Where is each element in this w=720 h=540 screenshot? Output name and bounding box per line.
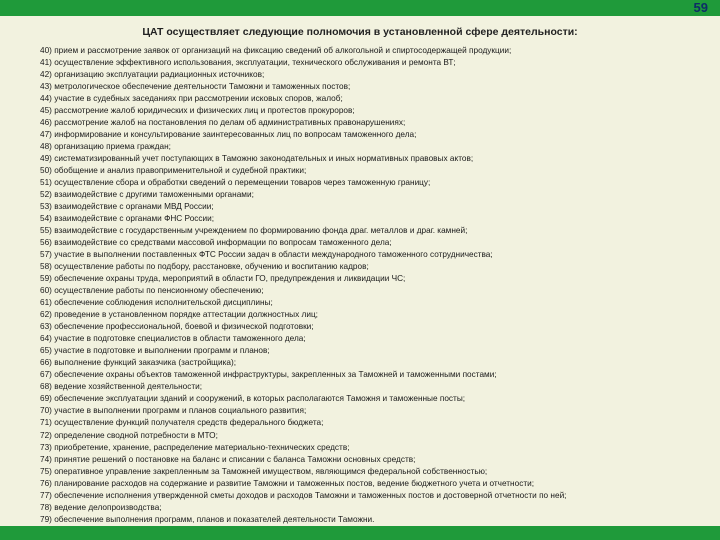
page-number: 59 — [693, 0, 708, 15]
list-item: 76) планирование расходов на содержание и развитие Таможни и таможенных постов, ведение бюджетного учета и отчетности; — [40, 478, 535, 488]
list-item: 75) оперативное управление закрепленным за Таможней имуществом, являющимся федеральной собственностью; — [40, 466, 488, 476]
list-item: 73) приобретение, хранение, распределение материально-технических средств; — [40, 442, 350, 452]
list-item: 62) проведение в установленном порядке аттестации должностных лиц; — [40, 310, 318, 320]
list-item: 43) метрологическое обеспечение деятельности Таможни и таможенных постов; — [40, 82, 351, 92]
list-item: 45) рассмотрение жалоб юридических и физических лиц и протестов прокуроров; — [40, 106, 355, 116]
list-item: 51) осуществление сбора и обработки сведений о перемещении товаров через таможенную границу; — [40, 178, 431, 188]
powers-list — [40, 45, 715, 526]
list-item: 60) осуществление работы по пенсионному обеспечению; — [40, 286, 264, 296]
list-item: 53) взаимодействие с органами МВД России; — [40, 202, 214, 212]
list-item: 59) обеспечение охраны труда, мероприятий в области ГО, предупреждения и ликвидации ЧС; — [40, 274, 406, 284]
list-item: 40) прием и рассмотрение заявок от организаций на фиксацию сведений об алкогольной и спиртосодержащей продукции; — [40, 46, 512, 55]
list-item: 61) обеспечение соблюдения исполнительской дисциплины; — [40, 298, 273, 308]
list-item: 70) участие в выполнении программ и планов социального развития; — [40, 406, 307, 416]
list-item: 78) ведение делопроизводства; — [40, 502, 162, 512]
list-item: 68) ведение хозяйственной деятельности; — [40, 382, 203, 392]
list-item: 71) осуществление функций получателя средств федерального бюджета; — [40, 418, 324, 428]
list-item: 67) обеспечение охраны объектов таможенной инфраструктуры, закрепленных за Таможней и таможенными постами; — [40, 370, 497, 380]
list-item: 56) взаимодействие со средствами массовой информации по вопросам таможенного дела; — [40, 238, 392, 248]
list-item: 47) информирование и консультирование заинтересованных лиц по вопросам таможенного дела; — [40, 130, 417, 140]
list-item: 41) осуществление эффективного использования, эксплуатации, технического обслуживания и ремонта ВТ; — [40, 58, 456, 68]
list-item: 79) обеспечение выполнения программ, планов и показателей деятельности Таможни. — [40, 514, 375, 524]
slide-content — [0, 18, 720, 526]
list-item: 63) обеспечение профессиональной, боевой и физической подготовки; — [40, 322, 314, 332]
list-item: 54) взаимодействие с органами ФНС России; — [40, 214, 215, 224]
list-item: 44) участие в судебных заседаниях при рассмотрении исковых споров, жалоб; — [40, 94, 343, 104]
list-item: 48) организацию приема граждан; — [40, 142, 171, 152]
list-item: 49) систематизированный учет поступающих в Таможню законодательных и иных нормативных правовых актов; — [40, 154, 474, 164]
list-item: 55) взаимодействие с государственным учреждением по формированию фонда драг. металлов и драг. камней; — [40, 226, 468, 236]
list-item: 74) принятие решений о постановке на баланс и списании с баланса Таможни основных средств; — [40, 454, 416, 464]
top-bar — [0, 0, 720, 16]
list-item: 77) обеспечение исполнения утвержденной сметы доходов и расходов Таможни и таможенных постов и достоверной отчетности по ней; — [40, 490, 567, 500]
slide-title: ЦАТ осуществляет следующие полномочия в установленной сфере деятельности: — [142, 26, 578, 38]
list-item: 57) участие в выполнении поставленных ФТС России задач в области международного таможенного сотрудничества; — [40, 250, 493, 260]
list-item: 69) обеспечение эксплуатации зданий и сооружений, в которых располагаются Таможня и таможенные посты; — [40, 394, 466, 404]
list-item: 72) определение сводной потребности в МТО; — [40, 430, 218, 440]
list-item: 58) осуществление работы по подбору, расстановке, обучению и воспитанию кадров; — [40, 262, 369, 272]
list-item: 66) выполнение функций заказчика (застройщика); — [40, 358, 236, 368]
list-item: 42) организацию эксплуатации радиационных источников; — [40, 70, 265, 80]
list-item: 52) взаимодействие с другими таможенными органами; — [40, 190, 254, 200]
list-item: 46) рассмотрение жалоб на постановления по делам об административных правонарушениях; — [40, 118, 406, 128]
bottom-bar — [0, 526, 720, 540]
list-item: 65) участие в подготовке и выполнении программ и планов; — [40, 346, 270, 356]
list-item: 50) обобщение и анализ правоприменительной и судебной практики; — [40, 166, 307, 176]
list-item: 64) участие в подготовке специалистов в области таможенного дела; — [40, 334, 306, 344]
